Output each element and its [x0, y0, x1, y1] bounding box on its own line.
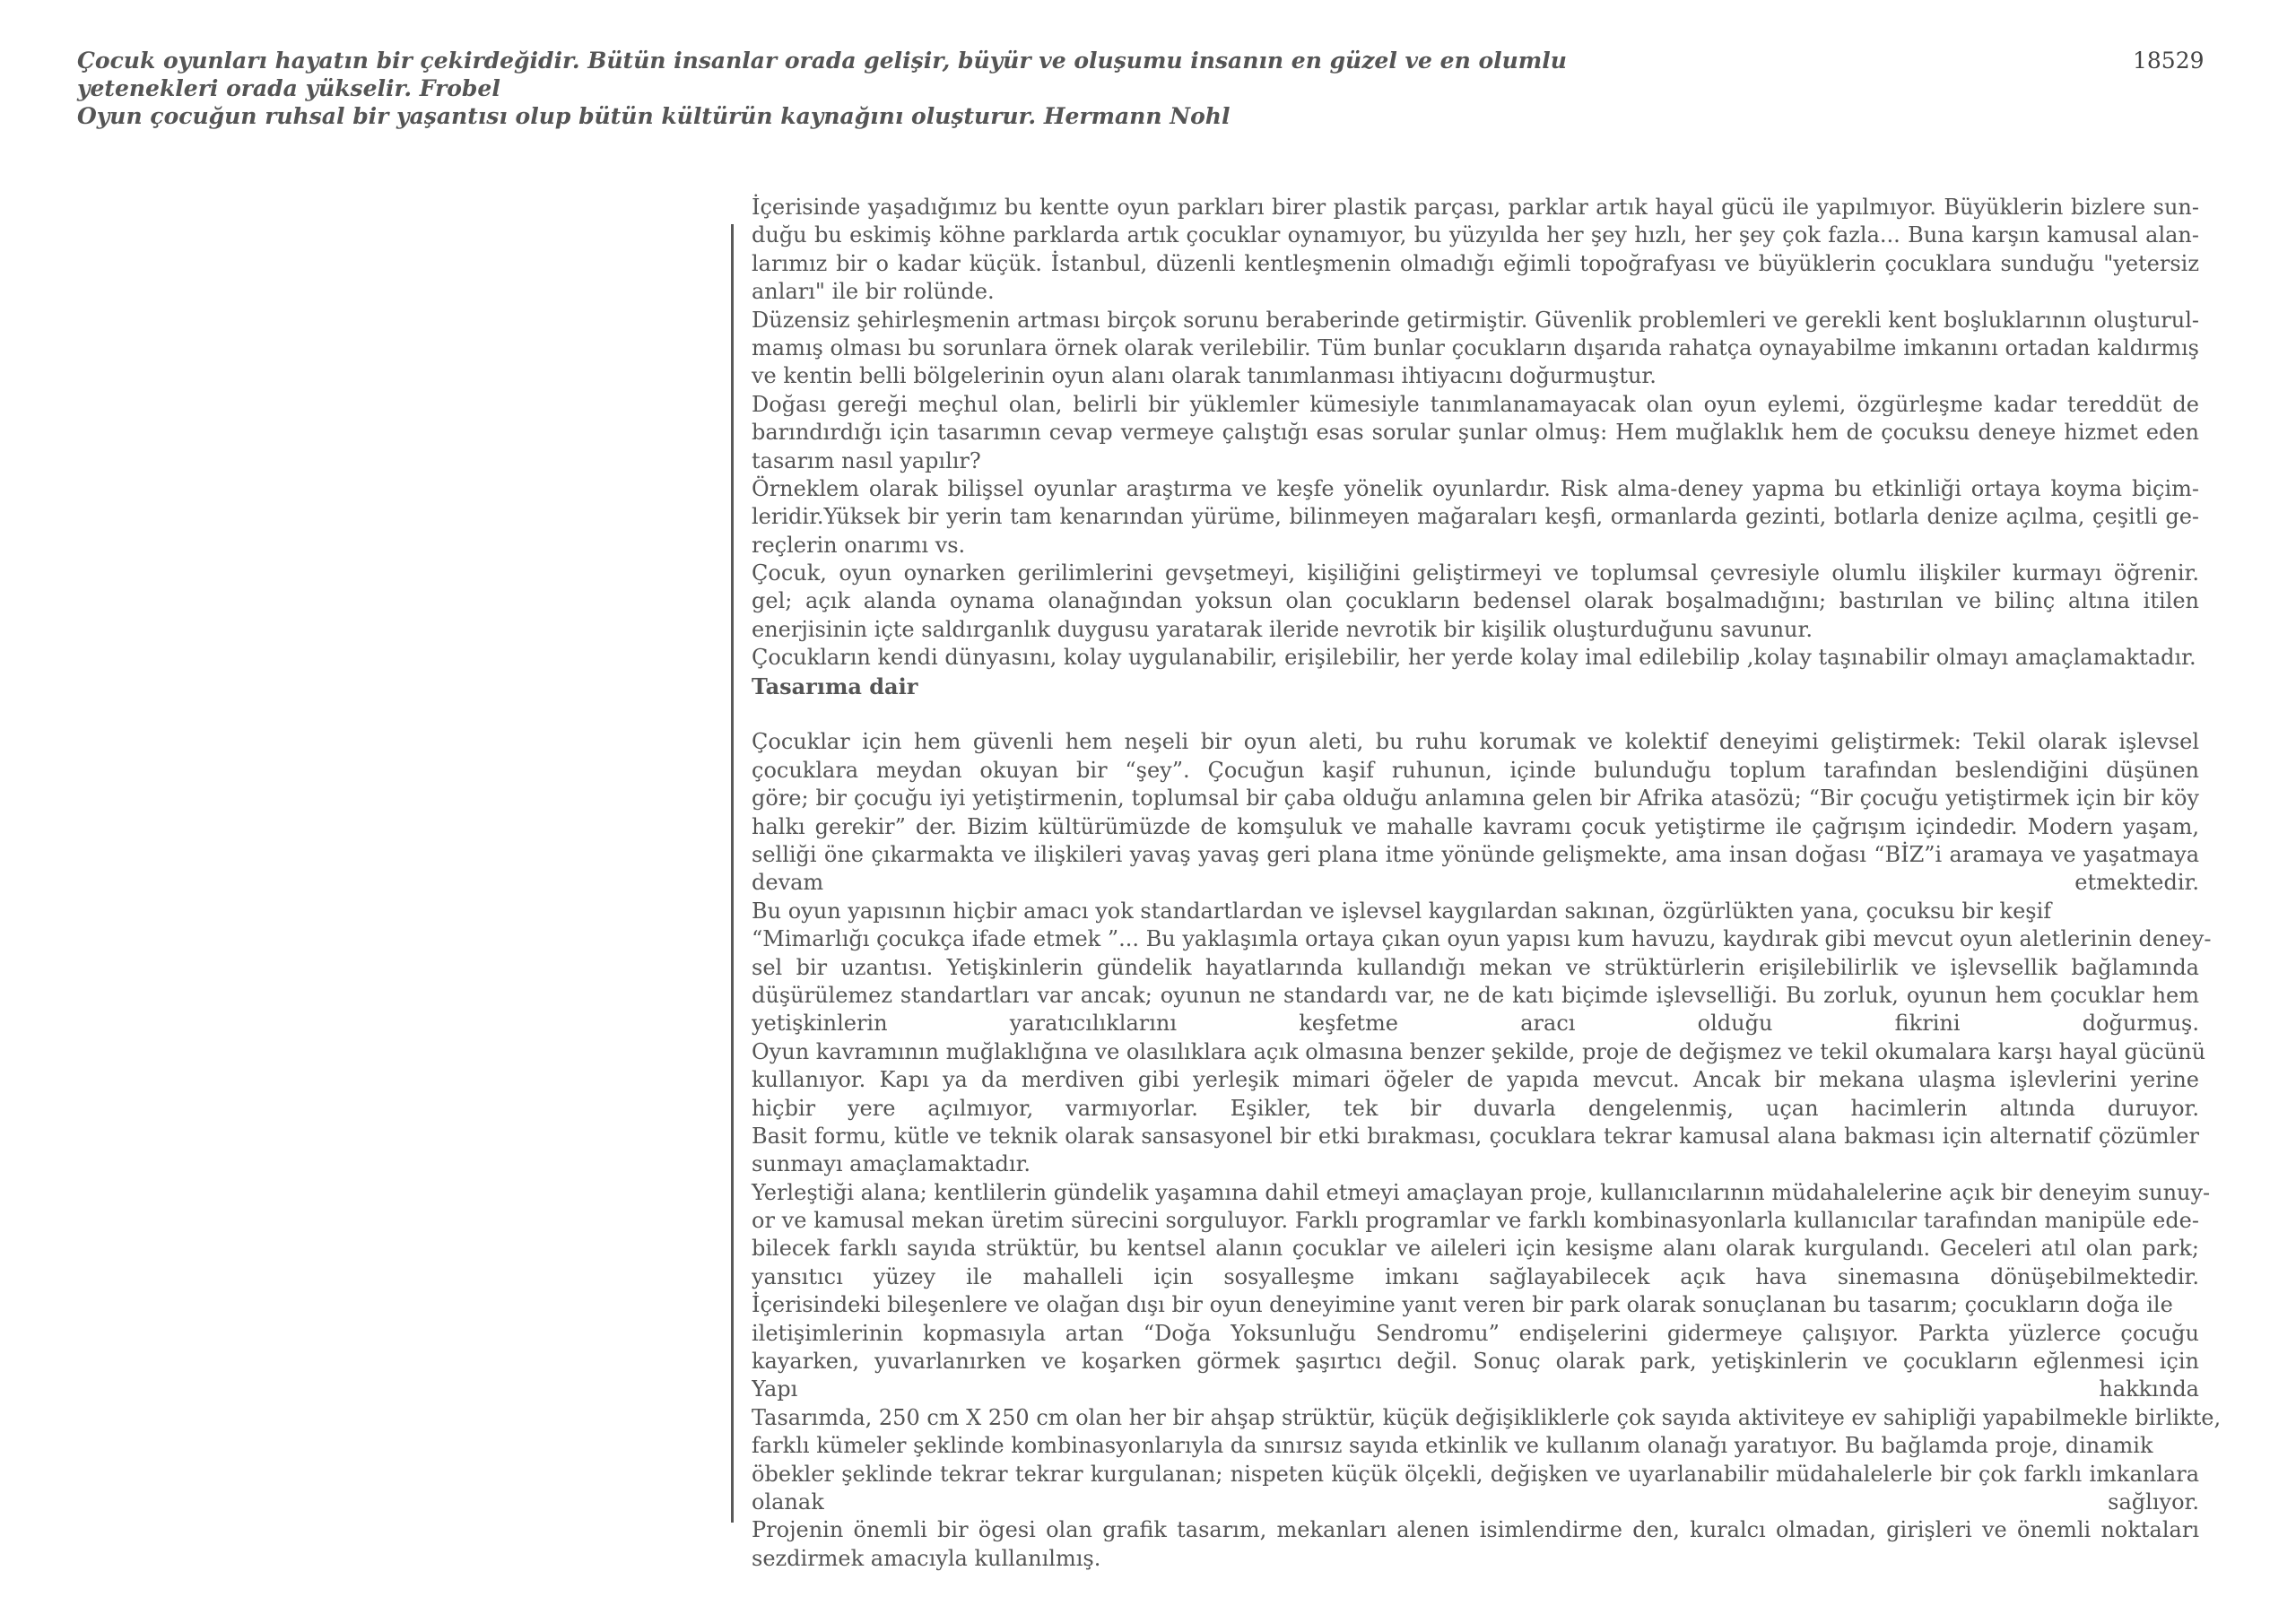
paragraph-line: İçerisindeki bileşenlere ve olağan dışı bir oyun deneyimine yanıt veren bir park olarak sonuçlanan bu tasarım; çocukların doğa ile [752, 1292, 2173, 1318]
paragraph-line: bilecek farklı sayıda strüktür, bu kentsel alanın çocuklar ve aileleri için kesişme alanı olarak kurgulandı. Geceleri atıl olan park; [752, 1236, 2199, 1262]
paragraph-line: İçerisinde yaşadığımız bu kentte oyun parkları birer plastik parçası, parklar artık hayal gücü ile yapılmıyor. Büyüklerin bizlere sun- [752, 195, 2199, 220]
page-number: 18529 [2133, 48, 2205, 74]
paragraph-line: ve kentin belli bölgelerinin oyun alanı olarak tanımlanması ihtiyacını doğurmuştur. [752, 363, 1657, 389]
paragraph-line: barındırdığı için tasarımın cevap vermeye çalıştığı esas sorular şunlar olmuş: Hem muğlaklık hem de çocuksu deneye hizmet eden [752, 420, 2199, 446]
paragraph-line: Çocukların kendi dünyasını, kolay uygulanabilir, erişilebilir, her yerde kolay imal edilebilip ,kolay taşınabilir olmayı amaçlamaktadır. [752, 645, 2196, 671]
paragraph-line: Düzensiz şehirleşmenin artması birçok sorunu beraberinde getirmiştir. Güvenlik problemleri ve gerekli kent boşluklarının oluşturul- [752, 307, 2199, 333]
paragraph-line: “Mimarlığı çocukça ifade etmek ”... Bu yaklaşımla ortaya çıkan oyun yapısı kum havuzu, kaydırak gibi mevcut oyun aletlerinin deney- [752, 926, 2212, 952]
paragraph-line: yetişkinlerin yaratıcılıklarını keşfetme aracı olduğu fikrini doğurmuş. [752, 1011, 2199, 1037]
paragraph-line: reçlerin onarımı vs. [752, 532, 966, 558]
paragraph-line: Doğası gereği meçhul olan, belirli bir yüklemler kümesiyle tanımlanamayacak olan oyun eylemi, özgürleşme kadar tereddüt de [752, 391, 2199, 417]
paragraph-line [752, 700, 2199, 728]
paragraph-line: larımız bir o kadar küçük. İstanbul, düzenli kentleşmenin olmadığı eğimli topoğrafyası ve büyüklerin çocuklara sunduğu "yetersiz [752, 250, 2199, 276]
paragraph-line: Basit formu, kütle ve teknik olarak sansasyonel bir etki bırakması, çocuklara tekrar kamusal alana bakması için alternatif çözümler [752, 1123, 2199, 1149]
paragraph-line: düşürülemez standartları var ancak; oyunun ne standardı var, ne de katı biçimde işlevselliği. Bu zorluk, oyunun hem çocuklar hem [752, 982, 2199, 1008]
paragraph-line: Çocuk, oyun oynarken gerilimlerini gevşetmeyi, kişiliğini geliştirmeyi ve toplumsal çevresiyle olumlu ilişkiler kurmayı öğrenir. [752, 560, 2199, 586]
paragraph-line: kullanıyor. Kapı ya da merdiven gibi yerleşik mimari öğeler de yapıda mevcut. Ancak bir mekana ulaşma işlevlerini yerine [752, 1067, 2199, 1093]
paragraph-line: Bu oyun yapısının hiçbir amacı yok standartlardan ve işlevsel kaygılardan sakınan, özgürlükten yana, çocuksu bir keşif [752, 898, 2052, 924]
paragraph-line: gel; açık alanda oynama olanağından yoksun olan çocukların bedensel olarak boşalmadığını; bastırılan ve bilinç altına itilen [752, 588, 2199, 614]
paragraph-line: halkı gerekir” der. Bizim kültürümüzde de komşuluk ve mahalle kavramı çocuk yetiştirme ile çağrışım içindedir. Modern yaşam, [752, 813, 2199, 839]
paragraph-line: göre; bir çocuğu iyi yetiştirmenin, toplumsal bir çaba olduğu anlamına gelen bir Afrika atasözü; “Bir çocuğu yetiştirmek için bir köy [752, 785, 2199, 812]
paragraph-line: leridir.Yüksek bir yerin tam kenarından yürüme, bilinmeyen mağaraları keşfi, ormanlarda gezinti, botlarla denize açılma, çeşitli ge- [752, 504, 2199, 530]
quote-line: Oyun çocuğun ruhsal bir yaşantısı olup bütün kültürün kaynağını oluşturur. Hermann Nohl [77, 103, 1231, 129]
paragraph-line: kayarken, yuvarlanırken ve koşarken görmek şaşırtıcı değil. Sonuç olarak park, yetişkinlerin ve çocukların eğlenmesi için [752, 1349, 2199, 1375]
paragraph-line: mamış olması bu sorunlara örnek olarak verilebilir. Tüm bunlar çocukların dışarıda rahatça oynayabilme imkanını ortadan kaldırmış [752, 334, 2199, 360]
paragraph-line: anları" ile bir rolünde. [752, 279, 995, 305]
paragraph-line: Örneklem olarak bilişsel oyunlar araştırma ve keşfe yönelik oyunlardır. Risk alma-deney yapma bu etkinliği ortaya koyma biçim- [752, 475, 2199, 501]
paragraph-line: Oyun kavramının muğlaklığına ve olasılıklara açık olmasına benzer şekilde, proje de değişmez ve tekil okumalara karşı hayal gücünü [752, 1038, 2206, 1064]
paragraph-line: Yerleştiği alana; kentlilerin gündelik yaşamına dahil etmeyi amaçlayan proje, kullanıcılarının müdahalelerine açık bir deneyim sunuy- [752, 1179, 2211, 1205]
paragraph-line: olanak sağlıyor. [752, 1488, 2199, 1515]
paragraph-line: sel bir uzantısı. Yetişkinlerin gündelik hayatlarında kullandığı mekan ve strüktürlerin erişilebilirlik ve işlevsellik bağlamında [752, 954, 2199, 980]
paragraph-line: hiçbir yere açılmıyor, varmıyorlar. Eşikler, tek bir duvarla dengelenmiş, uçan hacimlerin altında duruyor. [752, 1095, 2199, 1121]
paragraph-line: farklı kümeler şeklinde kombinasyonlarıyla da sınırsız sayıda etkinlik ve kullanım olanağı yaratıyor. Bu bağlamda proje, dinamik [752, 1433, 2153, 1459]
paragraph-line: Tasarımda, 250 cm X 250 cm olan her bir ahşap strüktür, küçük değişikliklerle çok sayıda aktiviteye ev sahipliği yapabilmekle birlikte, [752, 1404, 2222, 1430]
paragraph-line: Yapı hakkında [752, 1376, 2199, 1402]
paragraph-line: Çocuklar için hem güvenli hem neşeli bir oyun aleti, bu ruhu korumak ve kolektif deneyimi geliştirmek: Tekil olarak işlevsel [752, 729, 2199, 755]
paragraph-line: duğu bu eskimiş köhne parklarda artık çocuklar oynamıyor, bu yüzyılda her şey hızlı, her şey çok fazla... Buna karşın kamusal alan- [752, 222, 2199, 248]
quote-line: Çocuk oyunları hayatın bir çekirdeğidir. Bütün insanlar orada gelişir, büyür ve oluşumu insanın en güzel ve en olumlu [77, 48, 1567, 74]
paragraph-line: selliği öne çıkarmakta ve ilişkileri yavaş yavaş geri plana itme yönünde gelişmekte, ama insan doğası “BİZ”i aramaya ve yaşatmaya [752, 841, 2199, 867]
paragraph-line: tasarım nasıl yapılır? [752, 447, 981, 473]
paragraph-line: or ve kamusal mekan üretim sürecini sorguluyor. Farklı programlar ve farklı kombinasyonlarla kullanıcılar tarafından manipüle ede- [752, 1208, 2199, 1234]
quote-line: yetenekleri orada yükselir. Frobel [77, 75, 500, 101]
vertical-rule [731, 224, 734, 1523]
body-text [752, 194, 2222, 1573]
paragraph-line: devam etmektedir. [752, 870, 2199, 896]
paragraph-line: Projenin önemli bir ögesi olan grafik tasarım, mekanları alenen isimlendirme den, kuralcı olmadan, girişleri ve önemli noktaları [752, 1517, 2199, 1543]
paragraph-line: sunmayı amaçlamaktadır. [752, 1151, 1031, 1177]
paragraph-line: enerjisinin içte saldırganlık duygusu yaratarak ileride nevrotik bir kişilik oluşturduğunu savunur. [752, 616, 1813, 642]
section-heading: Tasarıma dair [752, 673, 918, 699]
paragraph-line: çocuklara meydan okuyan bir “şey”. Çocuğun kaşif ruhunun, içinde bulunduğu toplum tarafından beslendiğini düşünen [752, 757, 2199, 783]
paragraph-line: iletişimlerinin kopmasıyla artan “Doğa Yoksunluğu Sendromu” endişelerini gidermeye çalışıyor. Parkta yüzlerce çocuğu [752, 1320, 2199, 1346]
epigraph-quotes [77, 47, 1566, 130]
paragraph-line: öbekler şeklinde tekrar tekrar kurgulanan; nispeten küçük ölçekli, değişken ve uyarlanabilir müdahalelerle bir çok farklı imkanlara [752, 1461, 2199, 1487]
paragraph-line: yansıtıcı yüzey ile mahalleli için sosyalleşme imkanı sağlayabilecek açık hava sinemasına dönüşebilmektedir. [752, 1263, 2199, 1289]
paragraph-line: sezdirmek amacıyla kullanılmış. [752, 1545, 1101, 1571]
